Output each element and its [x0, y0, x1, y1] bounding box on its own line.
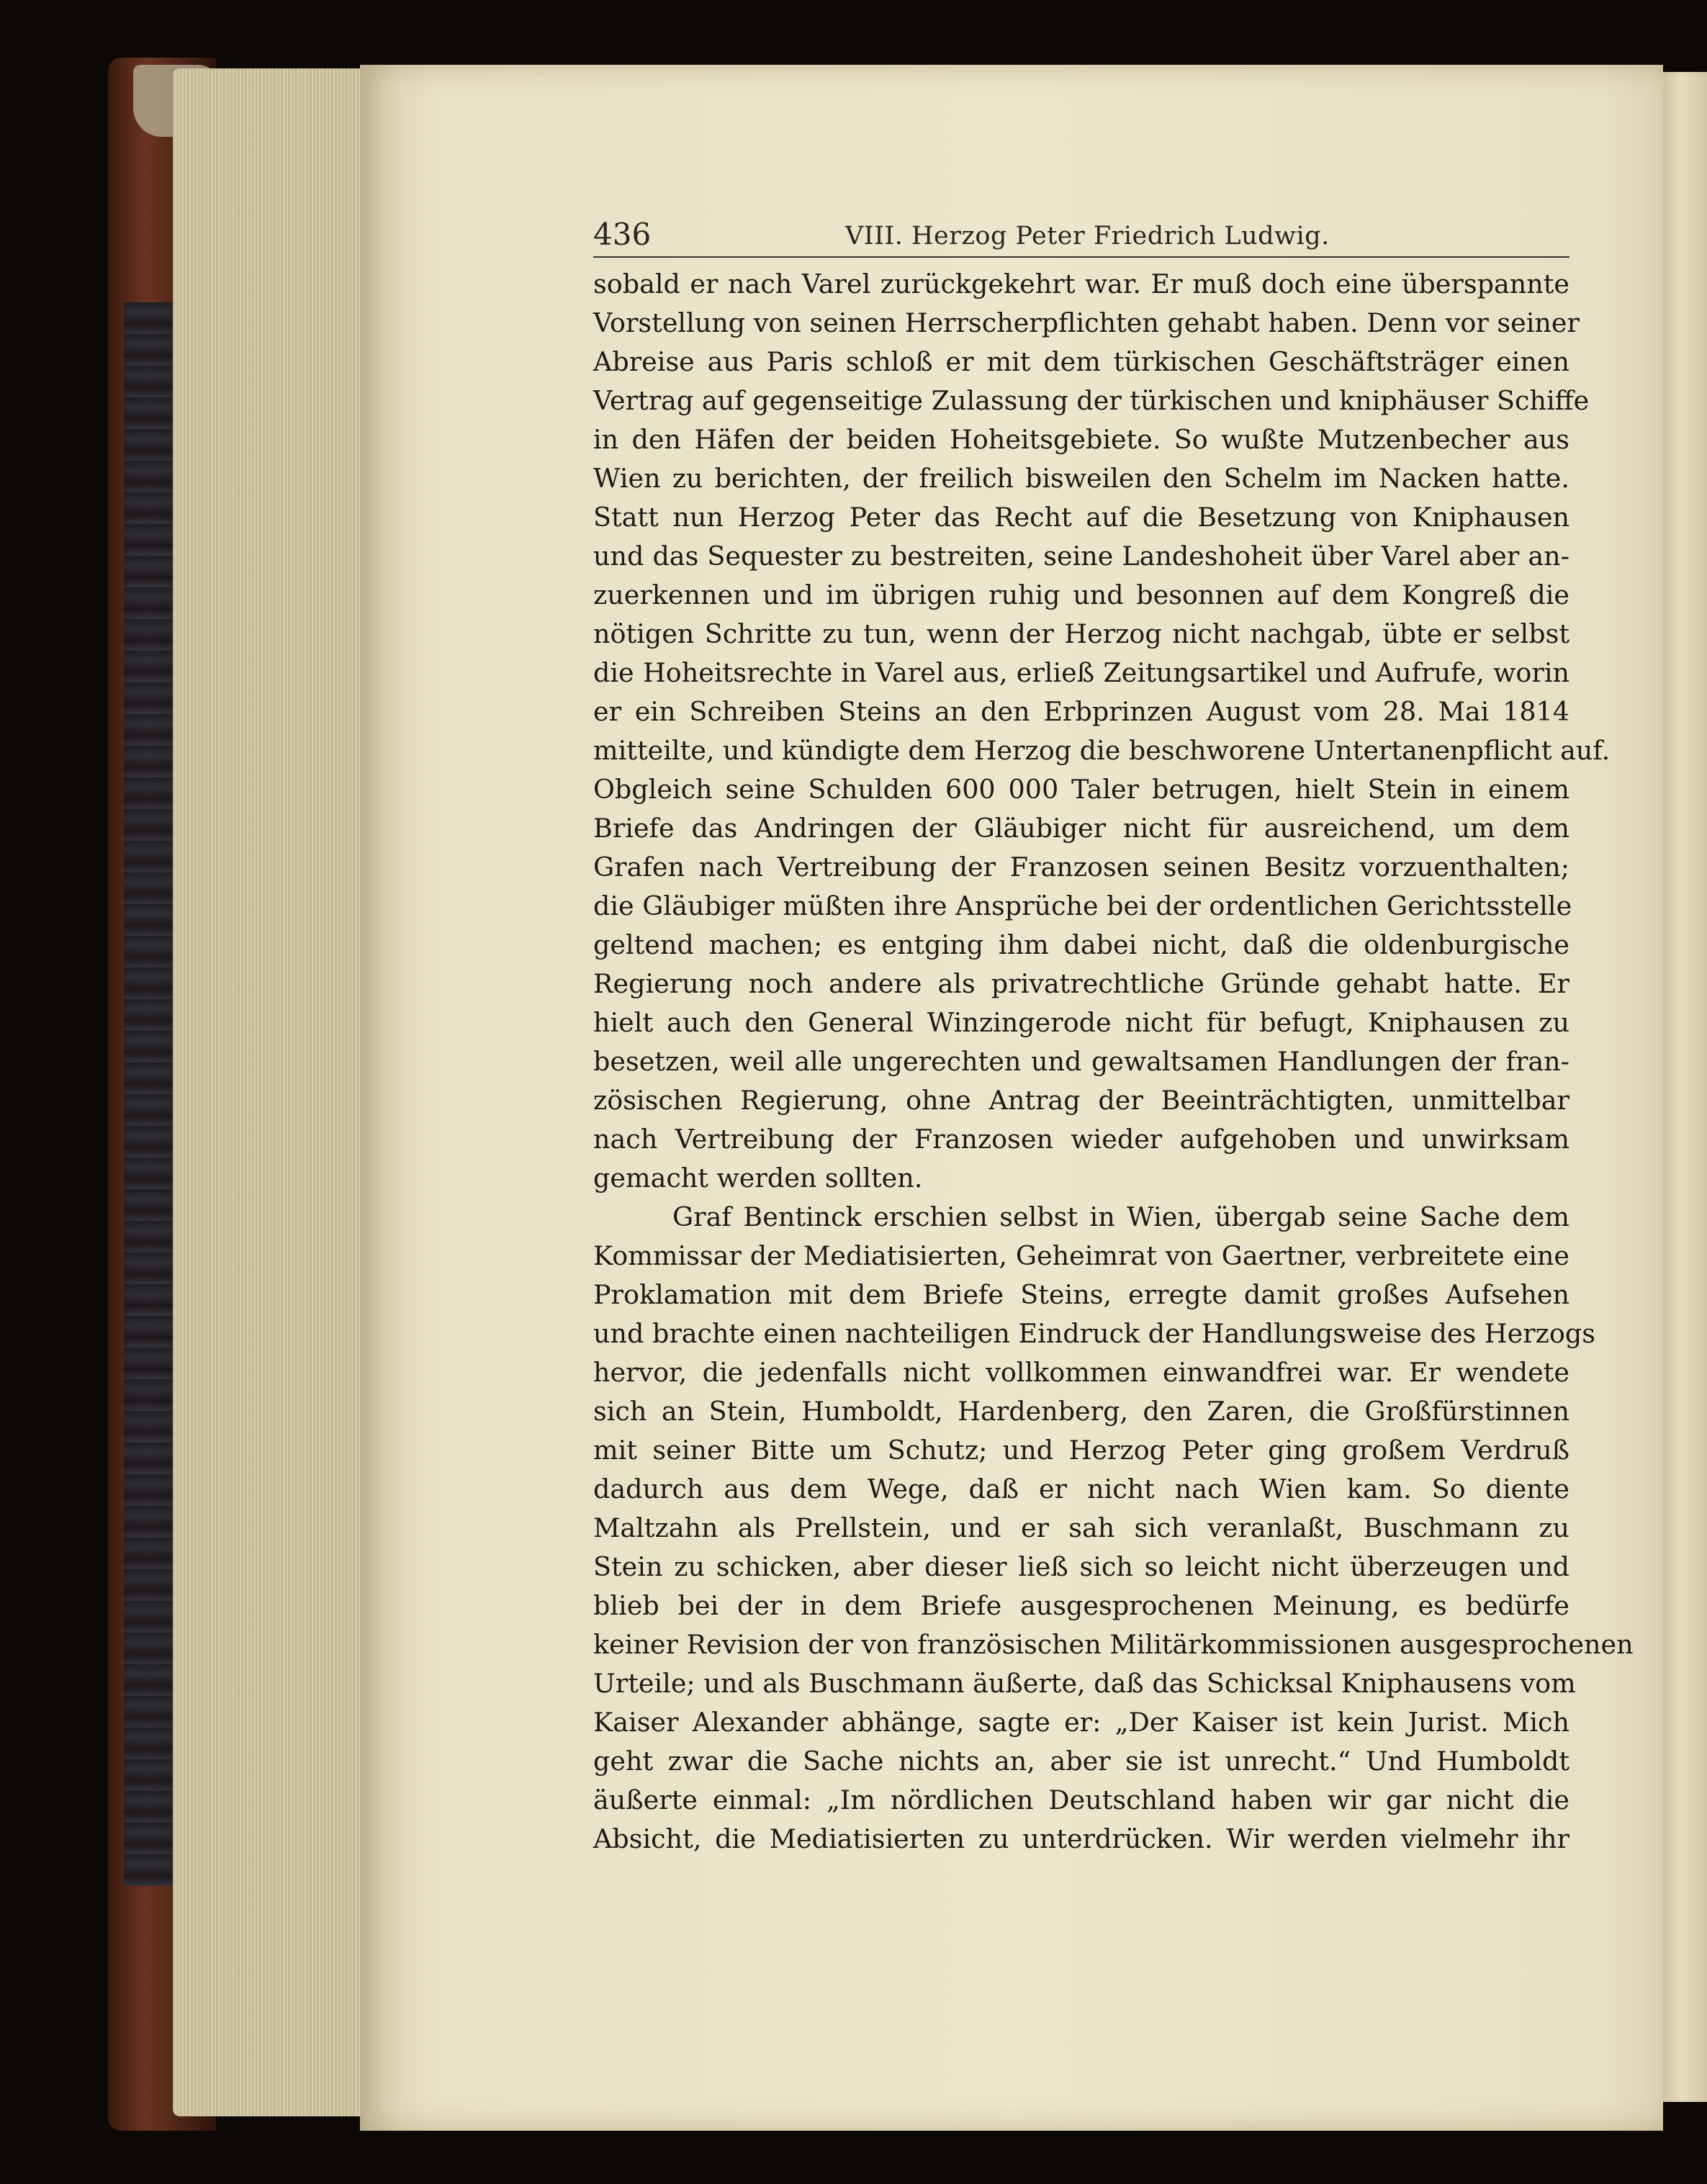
text-line: zösischen Regierung, ohne Antrag der Beeinträchtigten, unmittelbar — [593, 1085, 1569, 1116]
text-line: und das Sequester zu bestreiten, seine Landeshoheit über Varel aber an- — [593, 541, 1569, 572]
page-content — [593, 216, 1634, 1859]
text-line: Wien zu berichten, der freilich bisweilen den Schelm im Nacken hatte. — [593, 463, 1569, 494]
text-line: Proklamation mit dem Briefe Steins, erregte damit großes Aufsehen — [593, 1279, 1569, 1310]
facing-page-edge — [1663, 72, 1707, 2102]
text-line: keiner Revision der von französischen Militärkommissionen ausgesprochenen — [593, 1629, 1634, 1660]
text-line: äußerte einmal: „Im nördlichen Deutschland haben wir gar nicht die — [593, 1784, 1569, 1815]
text-line: in den Häfen der beiden Hoheitsgebiete. So wußte Mutzenbecher aus — [593, 424, 1569, 455]
text-line: Kommissar der Mediatisierten, Geheimrat von Gaertner, verbreitete eine — [593, 1240, 1569, 1271]
text-line: Grafen nach Vertreibung der Franzosen seinen Besitz vorzuenthalten; — [593, 852, 1569, 883]
text-line: Briefe das Andringen der Gläubiger nicht für ausreichend, um dem — [593, 813, 1569, 844]
text-line: Urteile; und als Buschmann äußerte, daß das Schicksal Kniphausens vom — [593, 1668, 1576, 1699]
paragraph-1 — [593, 265, 1611, 1198]
text-line: hielt auch den General Winzingerode nicht für befugt, Kniphausen zu — [593, 1007, 1569, 1038]
running-head — [593, 216, 1569, 258]
cover-marbling — [124, 302, 174, 1886]
text-line: Stein zu schicken, aber dieser ließ sich so leicht nicht überzeugen und — [593, 1551, 1569, 1582]
text-line: dadurch aus dem Wege, daß er nicht nach Wien kam. So diente — [593, 1474, 1569, 1504]
text-line: besetzen, weil alle ungerechten und gewaltsamen Handlungen der fran- — [593, 1046, 1569, 1077]
text-line: nötigen Schritte zu tun, wenn der Herzog nicht nachgab, übte er selbst — [593, 618, 1569, 649]
text-line: nach Vertreibung der Franzosen wieder aufgehoben und unwirksam — [593, 1124, 1569, 1155]
text-line: Vertrag auf gegenseitige Zulassung der türkischen und kniphäuser Schiffe — [593, 385, 1590, 416]
text-line: zuerkennen und im übrigen ruhig und besonnen auf dem Kongreß die — [593, 579, 1569, 610]
text-line: geht zwar die Sache nichts an, aber sie ist unrecht.“ Und Humboldt — [593, 1746, 1569, 1777]
text-line: und brachte einen nachteiligen Eindruck der Handlungsweise des Herzogs — [593, 1318, 1595, 1349]
text-line: er ein Schreiben Steins an den Erbprinzen August vom 28. Mai 1814 — [593, 696, 1569, 727]
text-line: sobald er nach Varel zurückgekehrt war. Er muß doch eine überspannte — [593, 269, 1569, 299]
text-line: blieb bei der in dem Briefe ausgesprochenen Meinung, es bedürfe — [593, 1590, 1569, 1621]
text-line: Statt nun Herzog Peter das Recht auf die Besetzung von Kniphausen — [593, 502, 1569, 533]
text-line: Regierung noch andere als privatrechtliche Gründe gehabt hatte. Er — [593, 968, 1569, 999]
text-line: Kaiser Alexander abhänge, sagte er: „Der Kaiser ist kein Jurist. Mich — [593, 1707, 1569, 1738]
text-line: Vorstellung von seinen Herrscherpflichten gehabt haben. Denn vor seiner — [593, 307, 1580, 338]
paragraph-2 — [593, 1198, 1634, 1859]
page-stack-edges — [173, 68, 367, 2116]
text-line: mit seiner Bitte um Schutz; und Herzog Peter ging großem Verdruß — [593, 1435, 1569, 1466]
text-line: Graf Bentinck erschien selbst in Wien, übergab seine Sache dem — [672, 1201, 1569, 1232]
text-line: die Hoheitsrechte in Varel aus, erließ Zeitungsartikel und Aufrufe, worin — [593, 657, 1569, 688]
page-number: 436 — [593, 217, 652, 252]
text-line: Maltzahn als Prellstein, und er sah sich veranlaßt, Buschmann zu — [593, 1512, 1569, 1543]
text-line: gemacht werden sollten. — [593, 1163, 923, 1193]
text-line: die Gläubiger müßten ihre Ansprüche bei der ordentlichen Gerichtsstelle — [593, 890, 1572, 921]
text-line: Absicht, die Mediatisierten zu unterdrücken. Wir werden vielmehr ihr — [593, 1823, 1569, 1854]
text-line: mitteilte, und kündigte dem Herzog die beschworene Untertanenpflicht auf. — [593, 735, 1611, 766]
text-line: hervor, die jedenfalls nicht vollkommen einwandfrei war. Er wendete — [593, 1357, 1569, 1388]
text-line: sich an Stein, Humboldt, Hardenberg, den Zaren, die Großfürstinnen — [593, 1396, 1569, 1427]
text-line: Obgleich seine Schulden 600 000 Taler betrugen, hielt Stein in einem — [593, 774, 1569, 805]
body-text — [593, 265, 1634, 1859]
text-line: Abreise aus Paris schloß er mit dem türkischen Geschäftsträger einen — [593, 346, 1569, 377]
chapter-header-title: VIII. Herzog Peter Friedrich Ludwig. — [845, 222, 1330, 251]
text-line: geltend machen; es entging ihm dabei nicht, daß die oldenburgische — [593, 929, 1569, 960]
